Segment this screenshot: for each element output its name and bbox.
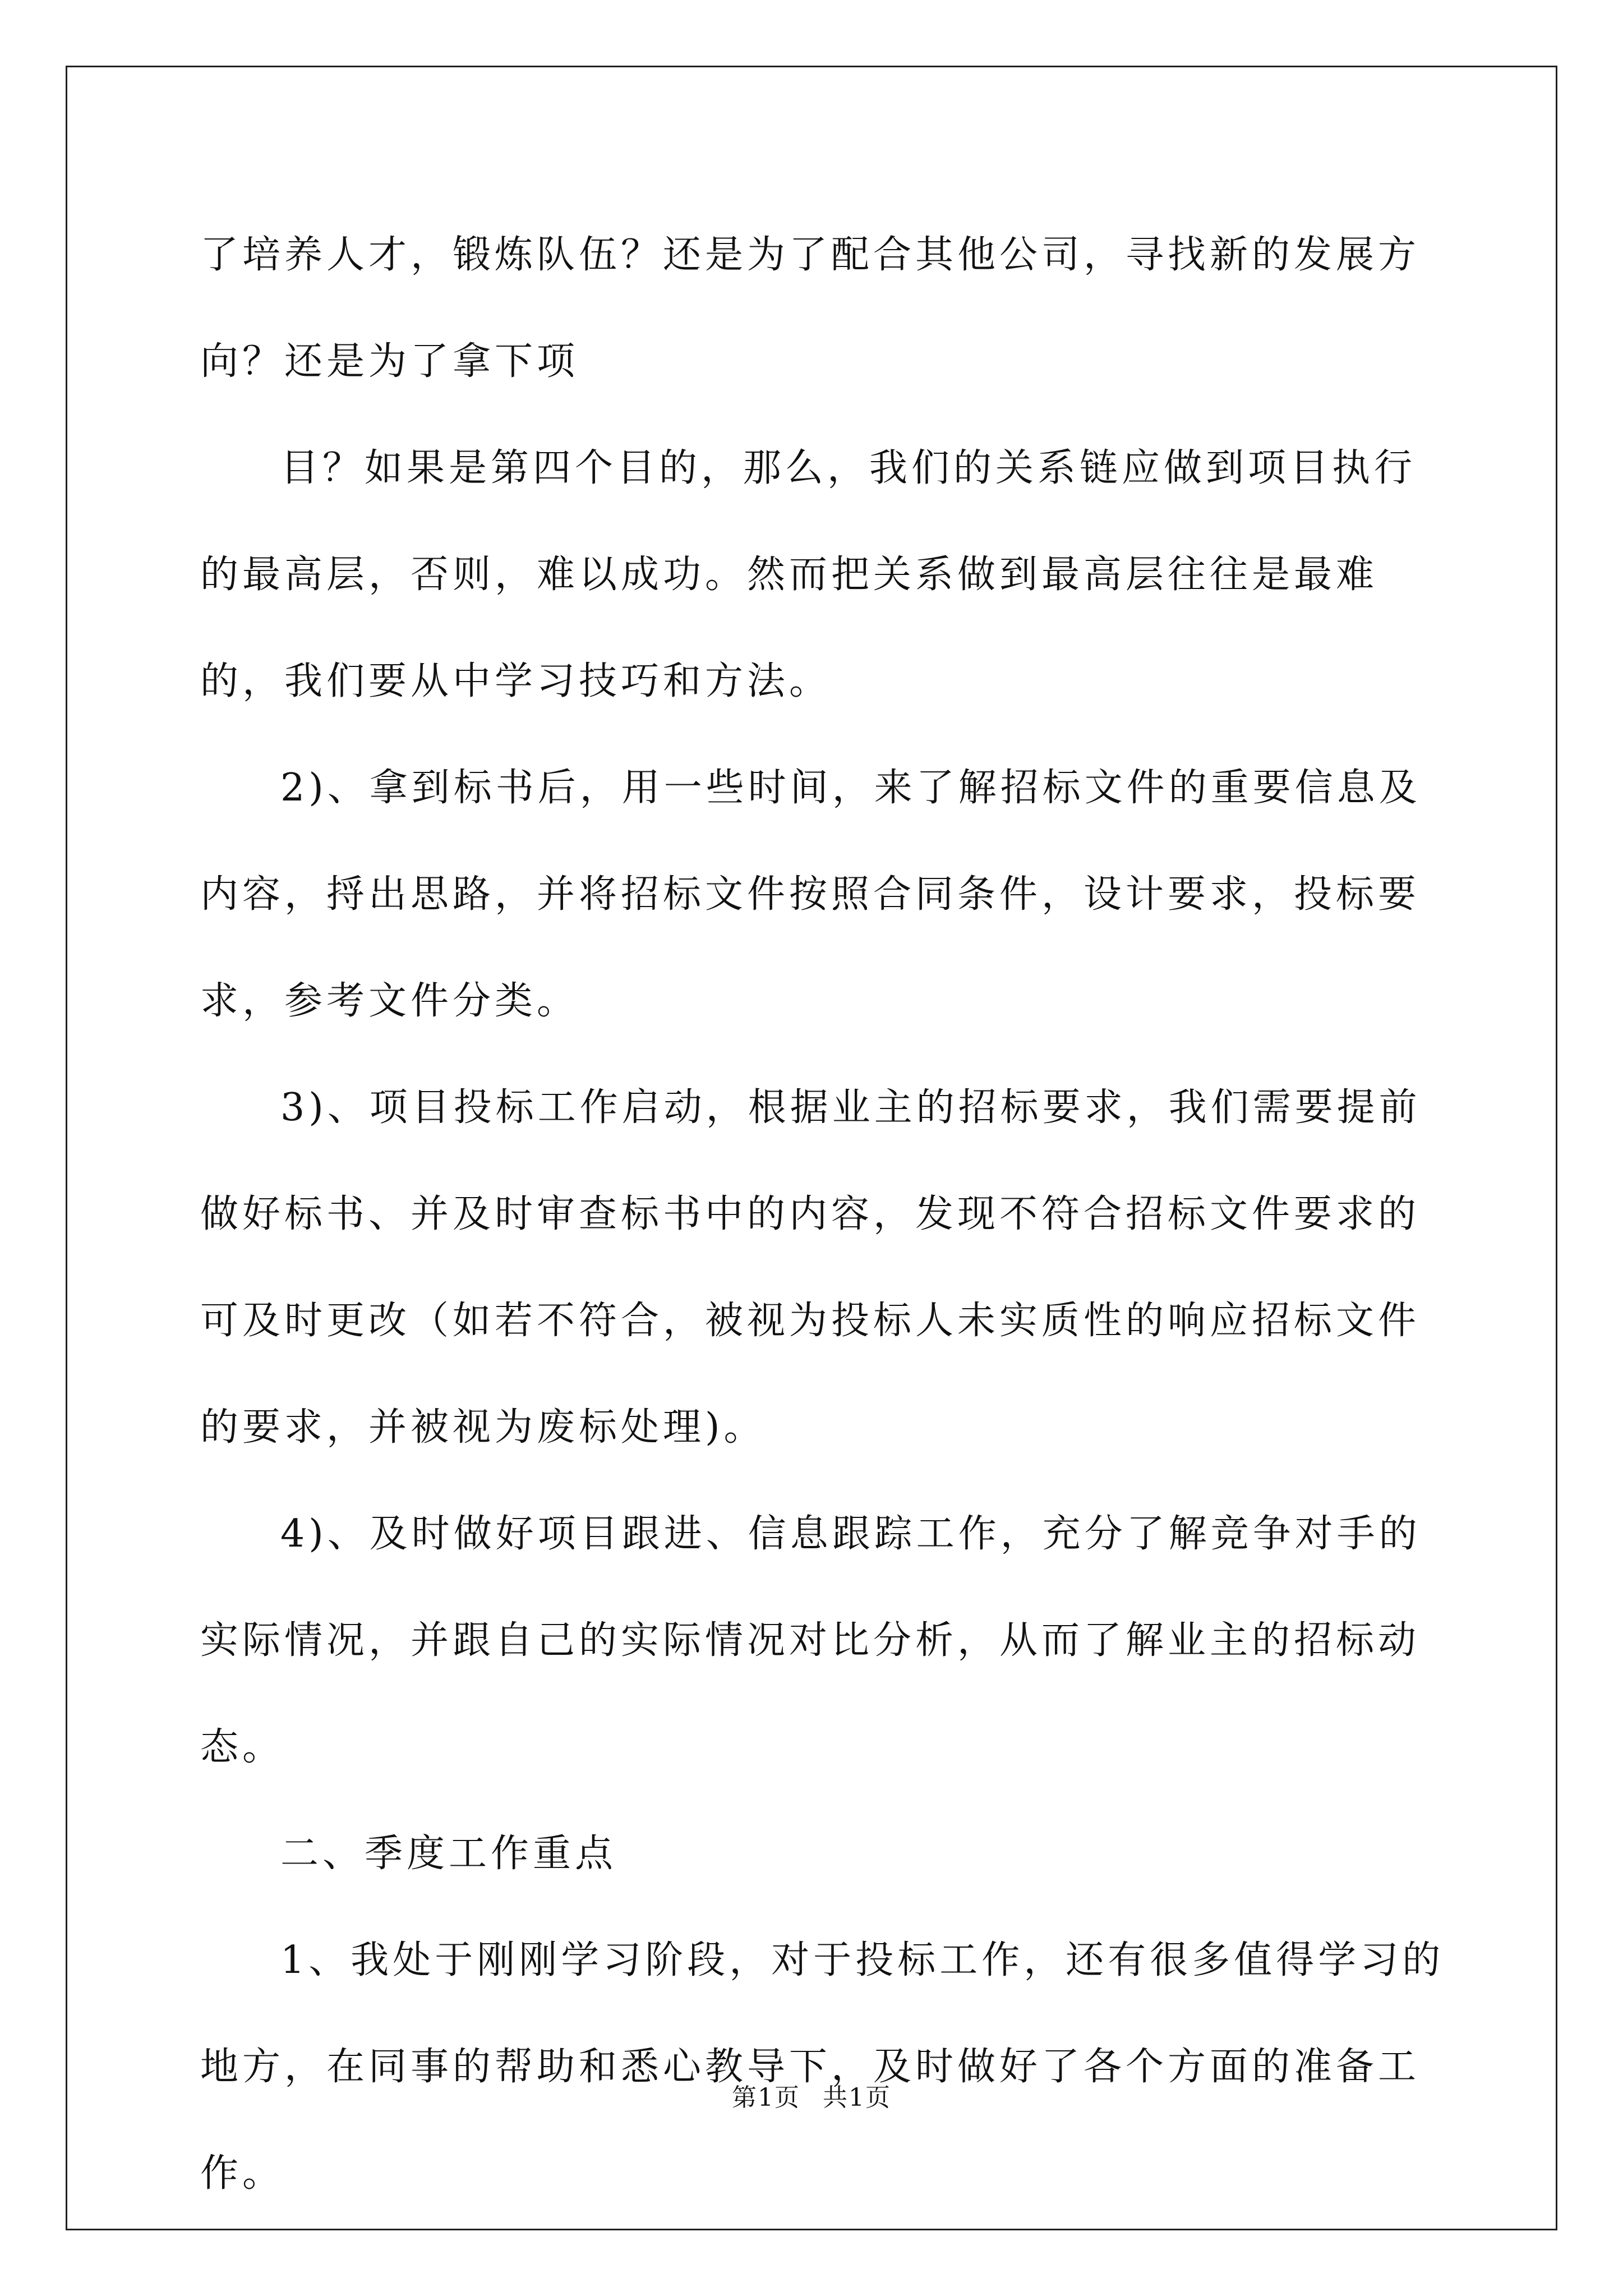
section-heading: 二、季度工作重点 (280, 1832, 617, 1876)
paragraph-6: 1、我处于刚刚学习阶段，对于投标工作，还有很多值得学习的地方，在同事的帮助和悉心教导下，及时做好了各个方面的准备工作。 (200, 1938, 1445, 2196)
page-footer (0, 2081, 1623, 2115)
page-total: 共1页 (823, 2083, 891, 2112)
paragraph-3: 2)、拿到标书后，用一些时间，来了解招标文件的重要信息及内容，捋出思路，并将招标文件按照合同条件，设计要求，投标要求，参考文件分类。 (200, 766, 1421, 1023)
paragraph-5: 4)、及时做好项目跟进、信息跟踪工作，充分了解竞争对手的实际情况，并跟自己的实际情况对比分析，从而了解业主的招标动态。 (200, 1512, 1421, 1769)
paragraph-1: 了培养人才，锻炼队伍？还是为了配合其他公司，寻找新的发展方向？还是为了拿下项 (200, 233, 1421, 384)
paragraph-4: 3)、项目投标工作启动，根据业主的招标要求，我们需要提前做好标书、并及时审查标书中的内容，发现不符合招标文件要求的可及时更改（如若不符合，被视为投标人未实质性的响应招标文件的要求，并被视为废标处理)。 (200, 1085, 1421, 1450)
document-body (200, 202, 1445, 2227)
paragraph-2: 目？如果是第四个目的，那么，我们的关系链应做到项目执行的最高层，否则，难以成功。然而把关系做到最高层往往是最难的，我们要从中学习技巧和方法。 (200, 446, 1417, 703)
page-number: 第1页 (732, 2083, 800, 2112)
